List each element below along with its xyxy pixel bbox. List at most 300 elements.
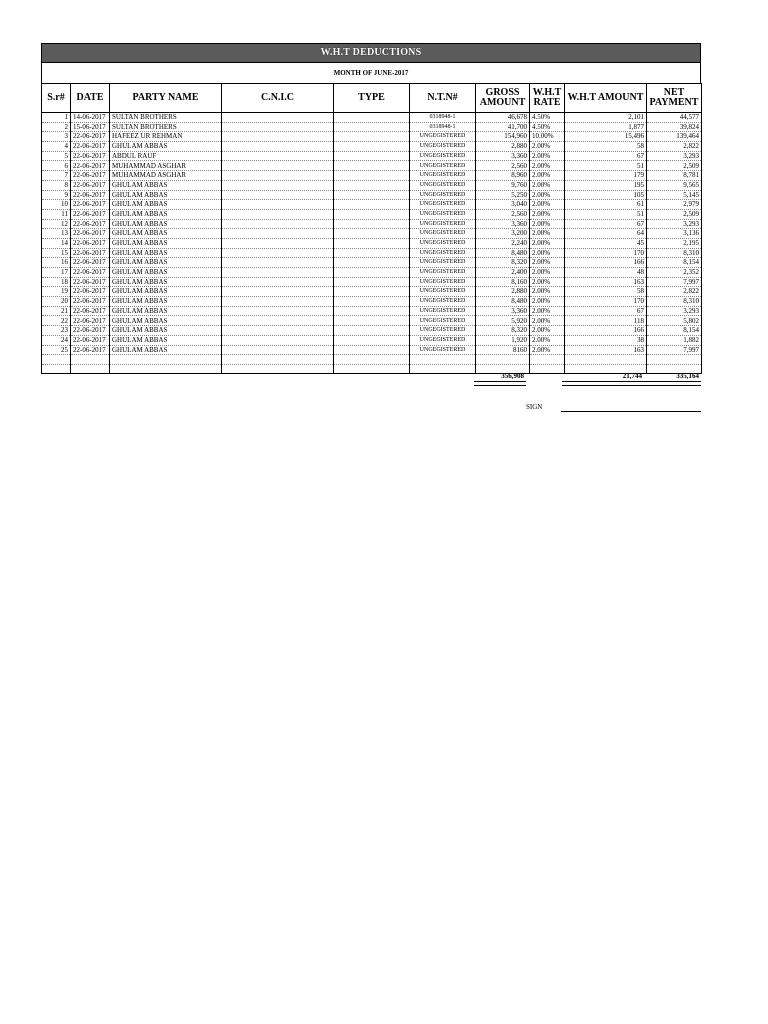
cell-gross: 8,480 [476,248,530,258]
cell-rate: 2.00% [530,345,565,355]
cell-net-payment: 3,136 [647,229,702,239]
cell-party: GHULAM ABBAS [110,180,222,190]
cell-gross: 3,360 [476,306,530,316]
cell-rate: 2.00% [530,219,565,229]
cell-type [334,113,410,123]
cell-net-payment: 2,509 [647,209,702,219]
total-wht: 21,744 [622,372,642,380]
col-header-rate [530,84,565,113]
blank-cell [565,355,647,365]
cell-party: GHULAM ABBAS [110,142,222,152]
cell-cnic [222,229,334,239]
sheet-title: W.H.T DEDUCTIONS [41,43,701,63]
cell-rate: 2.00% [530,161,565,171]
cell-ntn: UNGEGISTERED [410,161,476,171]
cell-sr: 9 [42,190,71,200]
cell-wht-amount: 67 [565,306,647,316]
cell-ntn: UNGEGISTERED [410,248,476,258]
cell-cnic [222,200,334,210]
cell-type [334,306,410,316]
cell-party: GHULAM ABBAS [110,258,222,268]
cell-type [334,258,410,268]
cell-cnic [222,122,334,132]
net-header-line1: NET [663,87,685,98]
cell-rate: 2.00% [530,200,565,210]
cell-net-payment: 39,824 [647,122,702,132]
cell-ntn: UNGEGISTERED [410,209,476,219]
cell-party: GHULAM ABBAS [110,287,222,297]
cell-type [334,161,410,171]
cell-cnic [222,326,334,336]
blank-cell [410,355,476,365]
cell-ntn: 0318948-1 [410,122,476,132]
cell-party: SULTAN BROTHERS [110,113,222,123]
cell-cnic [222,287,334,297]
cell-type [334,219,410,229]
cell-date: 22-06-2017 [71,326,110,336]
cell-net-payment: 5,145 [647,190,702,200]
col-header-date: DATE [71,84,110,113]
cell-rate: 2.00% [530,316,565,326]
cell-date: 22-06-2017 [71,219,110,229]
cell-net-payment: 9,565 [647,180,702,190]
cell-net-payment: 139,464 [647,132,702,142]
cell-gross: 2,400 [476,268,530,278]
cell-gross: 2,240 [476,238,530,248]
cell-ntn: UNGEGISTERED [410,297,476,307]
cell-sr: 14 [42,238,71,248]
cell-type [334,277,410,287]
cell-gross: 3,040 [476,200,530,210]
table-body [42,113,702,374]
cell-date: 22-06-2017 [71,238,110,248]
total-amounts-underline [562,381,701,386]
cell-sr: 13 [42,229,71,239]
cell-date: 22-06-2017 [71,229,110,239]
cell-sr: 7 [42,171,71,181]
cell-rate: 2.00% [530,142,565,152]
cell-type [334,229,410,239]
cell-type [334,200,410,210]
cell-net-payment: 2,352 [647,268,702,278]
cell-wht-amount: 58 [565,142,647,152]
cell-date: 22-06-2017 [71,345,110,355]
col-header-party: PARTY NAME [110,84,222,113]
cell-rate: 2.00% [530,229,565,239]
cell-cnic [222,219,334,229]
cell-net-payment: 1,882 [647,335,702,345]
table-row [42,238,702,248]
blank-cell [476,355,530,365]
cell-cnic [222,268,334,278]
cell-rate: 2.00% [530,180,565,190]
cell-rate: 4.50% [530,122,565,132]
cell-party: GHULAM ABBAS [110,238,222,248]
cell-sr: 18 [42,277,71,287]
cell-ntn: UNGEGISTERED [410,316,476,326]
cell-date: 22-06-2017 [71,297,110,307]
cell-gross: 5,920 [476,316,530,326]
cell-cnic [222,248,334,258]
blank-cell [222,355,334,365]
blank-cell [647,355,702,365]
cell-date: 22-06-2017 [71,142,110,152]
cell-rate: 2.00% [530,277,565,287]
cell-ntn: UNGEGISTERED [410,190,476,200]
cell-date: 22-06-2017 [71,268,110,278]
cell-cnic [222,132,334,142]
cell-sr: 16 [42,258,71,268]
rate-header-line1: W.H.T [532,87,562,98]
cell-cnic [222,277,334,287]
cell-rate: 2.00% [530,238,565,248]
blank-cell [71,355,110,365]
blank-cell [42,364,71,374]
table-row [42,122,702,132]
table-row [42,306,702,316]
cell-date: 22-06-2017 [71,132,110,142]
cell-party: HAFEEZ UR REHMAN [110,132,222,142]
cell-gross: 8,480 [476,297,530,307]
cell-rate: 2.00% [530,190,565,200]
cell-party: GHULAM ABBAS [110,335,222,345]
cell-type [334,132,410,142]
cell-gross: 46,678 [476,113,530,123]
cell-ntn: 0318948-1 [410,113,476,123]
cell-cnic [222,306,334,316]
cell-type [334,335,410,345]
cell-net-payment: 44,577 [647,113,702,123]
cell-net-payment: 2,822 [647,142,702,152]
cell-wht-amount: 67 [565,219,647,229]
cell-sr: 21 [42,306,71,316]
cell-sr: 2 [42,122,71,132]
cell-type [334,345,410,355]
cell-type [334,316,410,326]
cell-gross: 3,360 [476,151,530,161]
total-gross-underline [474,381,526,386]
cell-ntn: UNGEGISTERED [410,180,476,190]
cell-type [334,248,410,258]
cell-wht-amount: 45 [565,238,647,248]
cell-wht-amount: 15,496 [565,132,647,142]
blank-cell [110,355,222,365]
cell-cnic [222,238,334,248]
cell-party: GHULAM ABBAS [110,209,222,219]
cell-wht-amount: 170 [565,297,647,307]
cell-sr: 1 [42,113,71,123]
col-header-wht-amount: W.H.T AMOUNT [565,84,647,113]
cell-net-payment: 5,802 [647,316,702,326]
table-row [42,229,702,239]
cell-cnic [222,151,334,161]
cell-date: 22-06-2017 [71,209,110,219]
cell-rate: 2.00% [530,171,565,181]
table-row [42,132,702,142]
cell-date: 22-06-2017 [71,190,110,200]
cell-party: GHULAM ABBAS [110,229,222,239]
cell-net-payment: 2,822 [647,287,702,297]
cell-gross: 8,320 [476,258,530,268]
cell-rate: 2.00% [530,335,565,345]
cell-date: 22-06-2017 [71,258,110,268]
cell-type [334,287,410,297]
cell-date: 22-06-2017 [71,200,110,210]
header-row [42,84,702,113]
blank-cell [334,364,410,374]
cell-wht-amount: 2,101 [565,113,647,123]
cell-gross: 8,320 [476,326,530,336]
table-row [42,258,702,268]
cell-party: GHULAM ABBAS [110,306,222,316]
cell-type [334,326,410,336]
cell-sr: 20 [42,297,71,307]
net-header-line2: PAYMENT [649,97,699,108]
cell-wht-amount: 48 [565,268,647,278]
col-header-cnic: C.N.I.C [222,84,334,113]
cell-gross: 1,920 [476,335,530,345]
cell-wht-amount: 118 [565,316,647,326]
cell-ntn: UNGEGISTERED [410,219,476,229]
total-gross: 356,908 [501,372,524,380]
cell-net-payment: 2,979 [647,200,702,210]
table-row [42,180,702,190]
cell-type [334,171,410,181]
cell-cnic [222,258,334,268]
cell-gross: 8,960 [476,171,530,181]
cell-sr: 17 [42,268,71,278]
cell-net-payment: 2,195 [647,238,702,248]
cell-wht-amount: 51 [565,161,647,171]
cell-sr: 22 [42,316,71,326]
cell-wht-amount: 51 [565,209,647,219]
cell-sr: 23 [42,326,71,336]
blank-cell [110,364,222,374]
cell-ntn: UNGEGISTERED [410,142,476,152]
cell-rate: 2.00% [530,268,565,278]
cell-date: 22-06-2017 [71,277,110,287]
table-row [42,142,702,152]
cell-cnic [222,345,334,355]
cell-type [334,142,410,152]
cell-date: 15-06-2017 [71,122,110,132]
cell-cnic [222,297,334,307]
cell-sr: 8 [42,180,71,190]
cell-sr: 12 [42,219,71,229]
cell-sr: 3 [42,132,71,142]
cell-sr: 11 [42,209,71,219]
cell-cnic [222,316,334,326]
cell-date: 22-06-2017 [71,306,110,316]
cell-ntn: UNGEGISTERED [410,151,476,161]
table-row [42,297,702,307]
cell-rate: 4.50% [530,113,565,123]
cell-wht-amount: 163 [565,277,647,287]
cell-gross: 8,160 [476,277,530,287]
blank-row [42,355,702,365]
cell-wht-amount: 163 [565,345,647,355]
table-row [42,171,702,181]
cell-rate: 10.00% [530,132,565,142]
cell-cnic [222,335,334,345]
cell-party: GHULAM ABBAS [110,200,222,210]
cell-net-payment: 8,154 [647,258,702,268]
table-row [42,209,702,219]
cell-date: 14-06-2017 [71,113,110,123]
cell-cnic [222,142,334,152]
cell-net-payment: 8,310 [647,248,702,258]
cell-ntn: UNGEGISTERED [410,268,476,278]
cell-gross: 5,250 [476,190,530,200]
cell-wht-amount: 170 [565,248,647,258]
cell-date: 22-06-2017 [71,180,110,190]
cell-date: 22-06-2017 [71,335,110,345]
cell-gross: 2,560 [476,161,530,171]
cell-rate: 2.00% [530,248,565,258]
cell-cnic [222,171,334,181]
cell-party: ABDUL RAUF [110,151,222,161]
blank-cell [530,355,565,365]
cell-gross: 3,200 [476,229,530,239]
blank-cell [410,364,476,374]
cell-ntn: UNGEGISTERED [410,287,476,297]
cell-wht-amount: 58 [565,287,647,297]
cell-rate: 2.00% [530,287,565,297]
table-row [42,113,702,123]
cell-cnic [222,190,334,200]
cell-rate: 2.00% [530,326,565,336]
cell-rate: 2.00% [530,209,565,219]
cell-gross: 41,700 [476,122,530,132]
cell-ntn: UNGEGISTERED [410,258,476,268]
cell-sr: 24 [42,335,71,345]
cell-wht-amount: 166 [565,258,647,268]
blank-cell [42,355,71,365]
cell-wht-amount: 61 [565,200,647,210]
cell-wht-amount: 67 [565,151,647,161]
month-label: MONTH OF JUNE-2017 [41,63,701,83]
blank-cell [530,364,565,374]
cell-net-payment: 7,997 [647,277,702,287]
cell-wht-amount: 1,877 [565,122,647,132]
cell-gross: 2,560 [476,209,530,219]
cell-rate: 2.00% [530,297,565,307]
cell-sr: 6 [42,161,71,171]
signature-line [561,411,701,412]
cell-date: 22-06-2017 [71,316,110,326]
blank-cell [71,364,110,374]
table-row [42,335,702,345]
cell-net-payment: 3,293 [647,151,702,161]
cell-net-payment: 2,509 [647,161,702,171]
col-header-sr: S.r# [42,84,71,113]
cell-rate: 2.00% [530,151,565,161]
table-row [42,268,702,278]
cell-type [334,122,410,132]
table-row [42,248,702,258]
table-row [42,219,702,229]
cell-ntn: UNGEGISTERED [410,277,476,287]
cell-gross: 2,880 [476,142,530,152]
cell-ntn: UNGEGISTERED [410,200,476,210]
cell-party: GHULAM ABBAS [110,219,222,229]
table-row [42,200,702,210]
cell-sr: 10 [42,200,71,210]
cell-rate: 2.00% [530,258,565,268]
cell-party: GHULAM ABBAS [110,277,222,287]
cell-type [334,180,410,190]
cell-rate: 2.00% [530,306,565,316]
cell-wht-amount: 179 [565,171,647,181]
table-row [42,287,702,297]
cell-wht-amount: 64 [565,229,647,239]
cell-net-payment: 8,781 [647,171,702,181]
cell-party: GHULAM ABBAS [110,268,222,278]
table-row [42,277,702,287]
cell-type [334,297,410,307]
cell-wht-amount: 195 [565,180,647,190]
sign-label: SIGN [526,403,543,411]
blank-cell [334,355,410,365]
cell-party: MUHAMMAD ASGHAR [110,171,222,181]
cell-ntn: UNGEGISTERED [410,238,476,248]
cell-gross: 3,360 [476,219,530,229]
table-row [42,161,702,171]
cell-date: 22-06-2017 [71,151,110,161]
cell-sr: 5 [42,151,71,161]
cell-gross: 154,960 [476,132,530,142]
cell-date: 22-06-2017 [71,161,110,171]
cell-type [334,151,410,161]
cell-type [334,209,410,219]
cell-type [334,190,410,200]
table-row [42,345,702,355]
cell-party: GHULAM ABBAS [110,297,222,307]
cell-party: GHULAM ABBAS [110,316,222,326]
blank-cell [222,364,334,374]
total-net: 335,164 [676,372,699,380]
cell-cnic [222,209,334,219]
table-row [42,190,702,200]
table-row [42,316,702,326]
cell-net-payment: 8,310 [647,297,702,307]
cell-party: GHULAM ABBAS [110,326,222,336]
cell-wht-amount: 105 [565,190,647,200]
cell-cnic [222,161,334,171]
col-header-net [647,84,702,113]
cell-sr: 25 [42,345,71,355]
cell-party: SULTAN BROTHERS [110,122,222,132]
col-header-gross [476,84,530,113]
cell-wht-amount: 38 [565,335,647,345]
cell-party: GHULAM ABBAS [110,345,222,355]
cell-date: 22-06-2017 [71,171,110,181]
table-row [42,326,702,336]
gross-header-line2: AMOUNT [479,97,526,108]
cell-ntn: UNGEGISTERED [410,306,476,316]
cell-net-payment: 3,293 [647,219,702,229]
gross-header-line1: GROSS [485,87,520,98]
table-row [42,151,702,161]
cell-wht-amount: 166 [565,326,647,336]
cell-party: GHULAM ABBAS [110,248,222,258]
rate-header-line2: RATE [533,97,561,108]
cell-gross: 2,880 [476,287,530,297]
col-header-type: TYPE [334,84,410,113]
cell-ntn: UNGEGISTERED [410,326,476,336]
cell-ntn: UNGEGISTERED [410,132,476,142]
wht-deductions-sheet [41,43,701,374]
